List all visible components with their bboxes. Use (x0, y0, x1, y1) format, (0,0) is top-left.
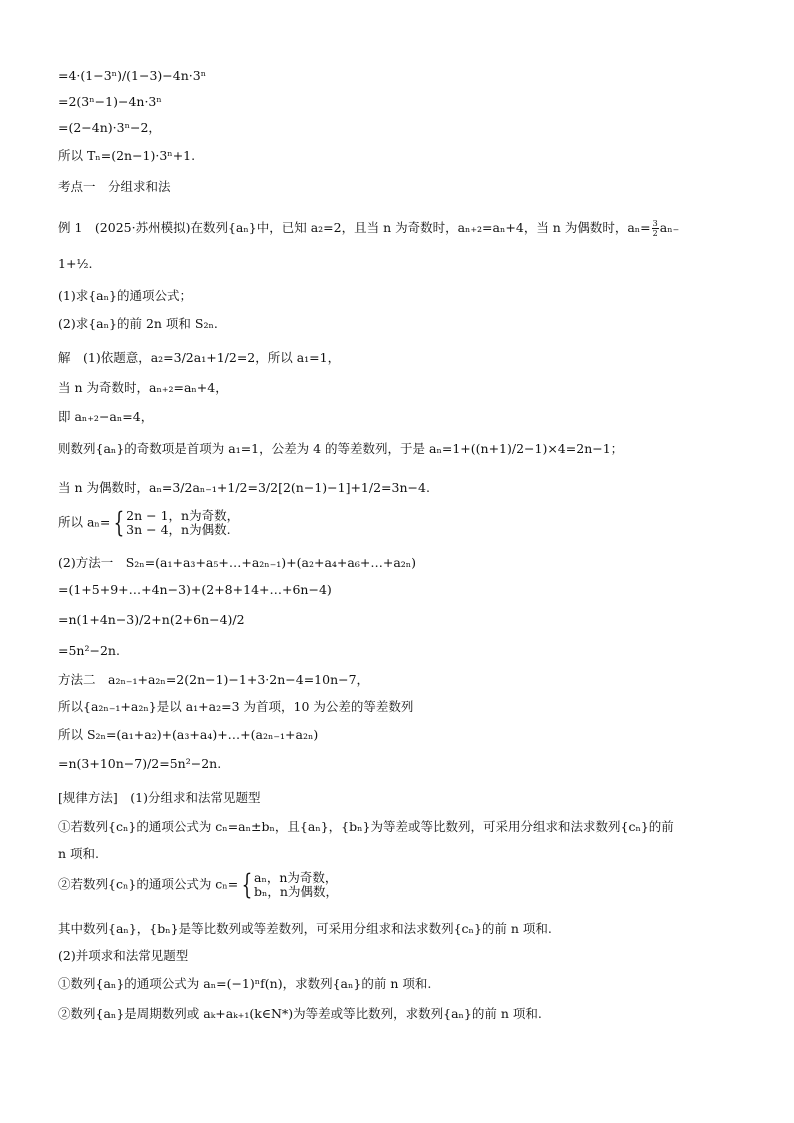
rule-item-3: ①数列{aₙ}的通项公式为 aₙ=(−1)ⁿf(n)，求数列{aₙ}的前 n 项和. (58, 976, 432, 991)
question-2: (2)求{aₙ}的前 2n 项和 S₂ₙ. (58, 316, 218, 331)
solution-line-2: 当 n 为奇数时，aₙ₊₂=aₙ+4， (58, 380, 228, 395)
solution-line-4: 则数列{aₙ}的奇数项是首项为 a₁=1，公差为 4 的等差数列，于是 aₙ=1+((n+1)/2−1)×4=2n−1； (58, 441, 624, 456)
piecewise-cases (126, 509, 239, 537)
rule-item-2 (58, 868, 338, 901)
fraction: $\frac{3}{2}$ (652, 219, 658, 238)
method-2-line-4: =n(3+10n−7)/2=5n²−2n. (58, 756, 222, 771)
rule-item-4: ②数列{aₙ}是周期数列或 aₖ+aₖ₊₁(k∈N*)为等差或等比数列，求数列{aₙ}的前 n 项和. (58, 1006, 542, 1021)
method-2-line-2: 所以{a₂ₙ₋₁+a₂ₙ}是以 a₁+a₂=3 为首项，10 为公差的等差数列 (58, 699, 414, 714)
section-heading: 考点一 分组求和法 (58, 179, 171, 194)
solution-line-3: 即 aₙ₊₂−aₙ=4， (58, 409, 154, 424)
example-statement (58, 219, 679, 238)
brace-icon: { (241, 868, 253, 901)
solution-line-5: 当 n 为偶数时，aₙ=3/2aₙ₋₁+1/2=3/2[2(n−1)−1]+1/2=3n−4. (58, 480, 430, 495)
rule-item-2-prefix: ②若数列{cₙ}的通项公式为 cₙ= (58, 876, 239, 892)
method-2-line-3: 所以 S₂ₙ=(a₁+a₂)+(a₃+a₄)+…+(a₂ₙ₋₁+a₂ₙ) (58, 727, 319, 742)
method-1-line-4: =5n²−2n. (58, 643, 120, 658)
rule-heading-2: (2)并项求和法常见题型 (58, 948, 189, 963)
rule-item-1: ①若数列{cₙ}的通项公式为 cₙ=aₙ±bₙ，且{aₙ}，{bₙ}为等差或等比数列，可采用分组求和法求数列{cₙ}的前 (58, 819, 674, 834)
piecewise-prefix: 所以 aₙ= (58, 514, 111, 530)
example-statement-cont: 1+½. (58, 256, 93, 271)
example-text-tail: aₙ₋ (659, 220, 680, 235)
method-2-line-1: 方法二 a₂ₙ₋₁+a₂ₙ=2(2n−1)−1+3·2n−4=10n−7， (58, 672, 370, 687)
proof-line-3: =(2−4n)·3ⁿ−2， (58, 120, 161, 135)
rule-heading: [规律方法] (1)分组求和法常见题型 (58, 790, 261, 805)
piecewise-result (58, 506, 240, 539)
method-1-line-1: (2)方法一 S₂ₙ=(a₁+a₃+a₅+…+a₂ₙ₋₁)+(a₂+a₄+a₆+…+a₂ₙ) (58, 555, 417, 570)
case-odd: aₙ，n为奇数， (254, 870, 338, 885)
case-even: bₙ，n为偶数， (254, 884, 338, 899)
proof-conclusion: 所以 Tₙ=(2n−1)·3ⁿ+1. (58, 148, 196, 163)
proof-line-1: =4·(1−3ⁿ)/(1−3)−4n·3ⁿ (58, 68, 207, 83)
solution-line-1: 解 (1)依题意，a₂=3/2a₁+1/2=2，所以 a₁=1， (58, 350, 341, 365)
question-1: (1)求{aₙ}的通项公式； (58, 288, 192, 303)
rule-cases (254, 871, 338, 899)
method-1-line-3: =n(1+4n−3)/2+n(2+6n−4)/2 (58, 612, 245, 627)
example-text: 例 1 (2025·苏州模拟)在数列{aₙ}中，已知 a₂=2，且当 n 为奇数时，aₙ₊₂=aₙ+4，当 n 为偶数时，aₙ= (58, 220, 651, 235)
method-1-line-2: =(1+5+9+…+4n−3)+(2+8+14+…+6n−4) (58, 582, 332, 597)
proof-line-2: =2(3ⁿ−1)−4n·3ⁿ (58, 94, 162, 109)
brace-icon: { (113, 506, 125, 539)
case-even: 3n − 4，n为偶数. (126, 522, 231, 537)
rule-item-2-cont: 其中数列{aₙ}，{bₙ}是等比数列或等差数列，可采用分组求和法求数列{cₙ}的前 n 项和. (58, 921, 552, 936)
case-odd: 2n − 1，n为奇数， (126, 508, 240, 523)
rule-item-1-cont: n 项和. (58, 846, 99, 861)
